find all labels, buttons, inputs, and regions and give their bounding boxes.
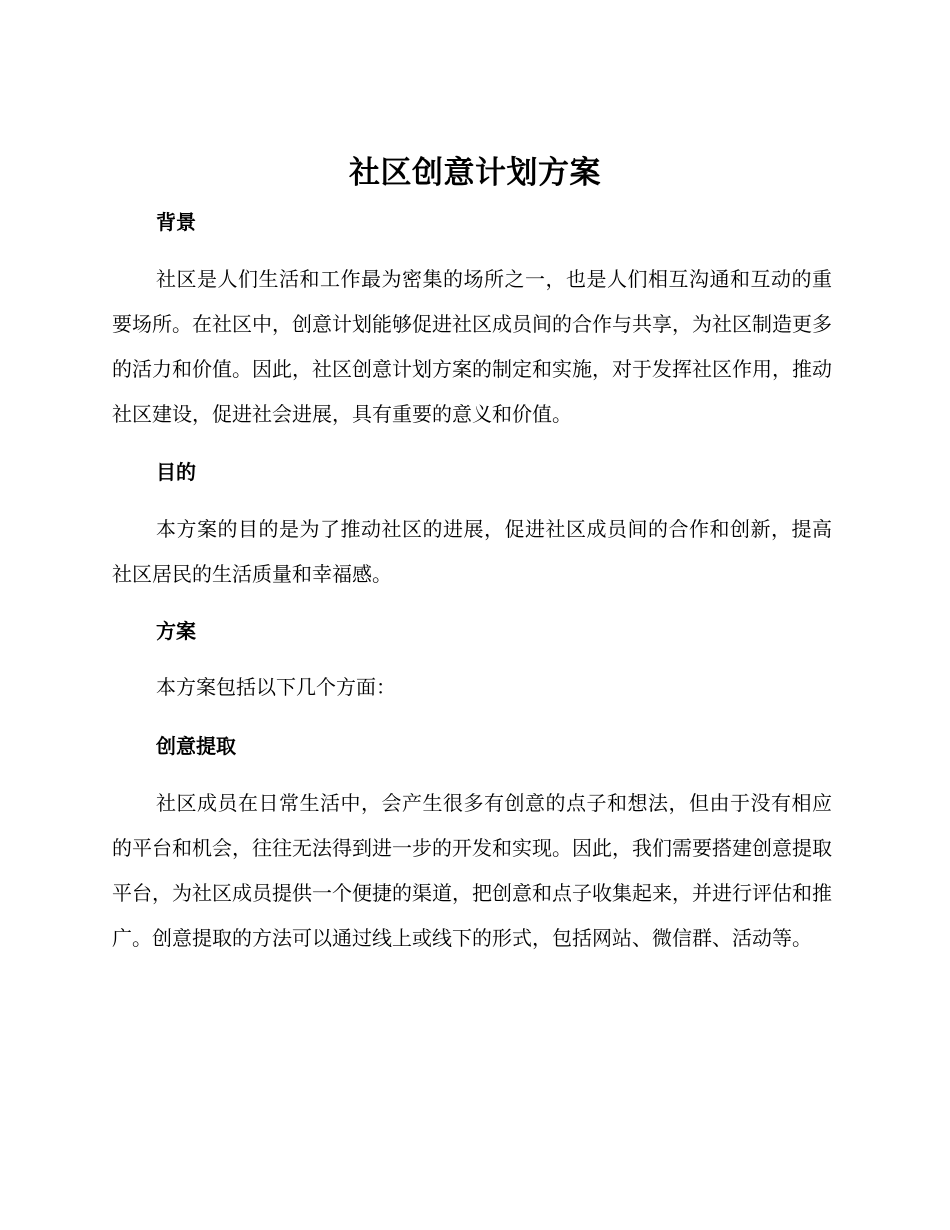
section-heading-background: 背景: [156, 210, 196, 234]
section-paragraph-background: 社区是人们生活和工作最为密集的场所之一，也是人们相互沟通和互动的重要场所。在社区中，创意计划能够促进社区成员间的合作与共享，为社区制造更多的活力和价值。因此，社区创意计划方案的制定和实施，对于发挥社区作用，推动社区建设，促进社会进展，具有重要的意义和价值。: [112, 267, 832, 426]
section-paragraph-idea-collection: 社区成员在日常生活中，会产生很多有创意的点子和想法，但由于没有相应的平台和机会，往往无法得到进一步的开发和实现。因此，我们需要搭建创意提取平台，为社区成员提供一个便捷的渠道，把创意和点子收集起来，并进行评估和推广。创意提取的方法可以通过线上或线下的形式，包括网站、微信群、活动等。: [112, 791, 832, 950]
section-heading-purpose: 目的: [156, 460, 196, 484]
document-title: 社区创意计划方案: [349, 155, 601, 191]
section-paragraph-plan: 本方案包括以下几个方面：: [156, 675, 396, 699]
section-heading-idea-collection: 创意提取: [156, 734, 236, 758]
section-paragraph-purpose: 本方案的目的是为了推动社区的进展，促进社区成员间的合作和创新，提高社区居民的生活质量和幸福感。: [112, 517, 832, 586]
section-heading-plan: 方案: [156, 619, 196, 643]
